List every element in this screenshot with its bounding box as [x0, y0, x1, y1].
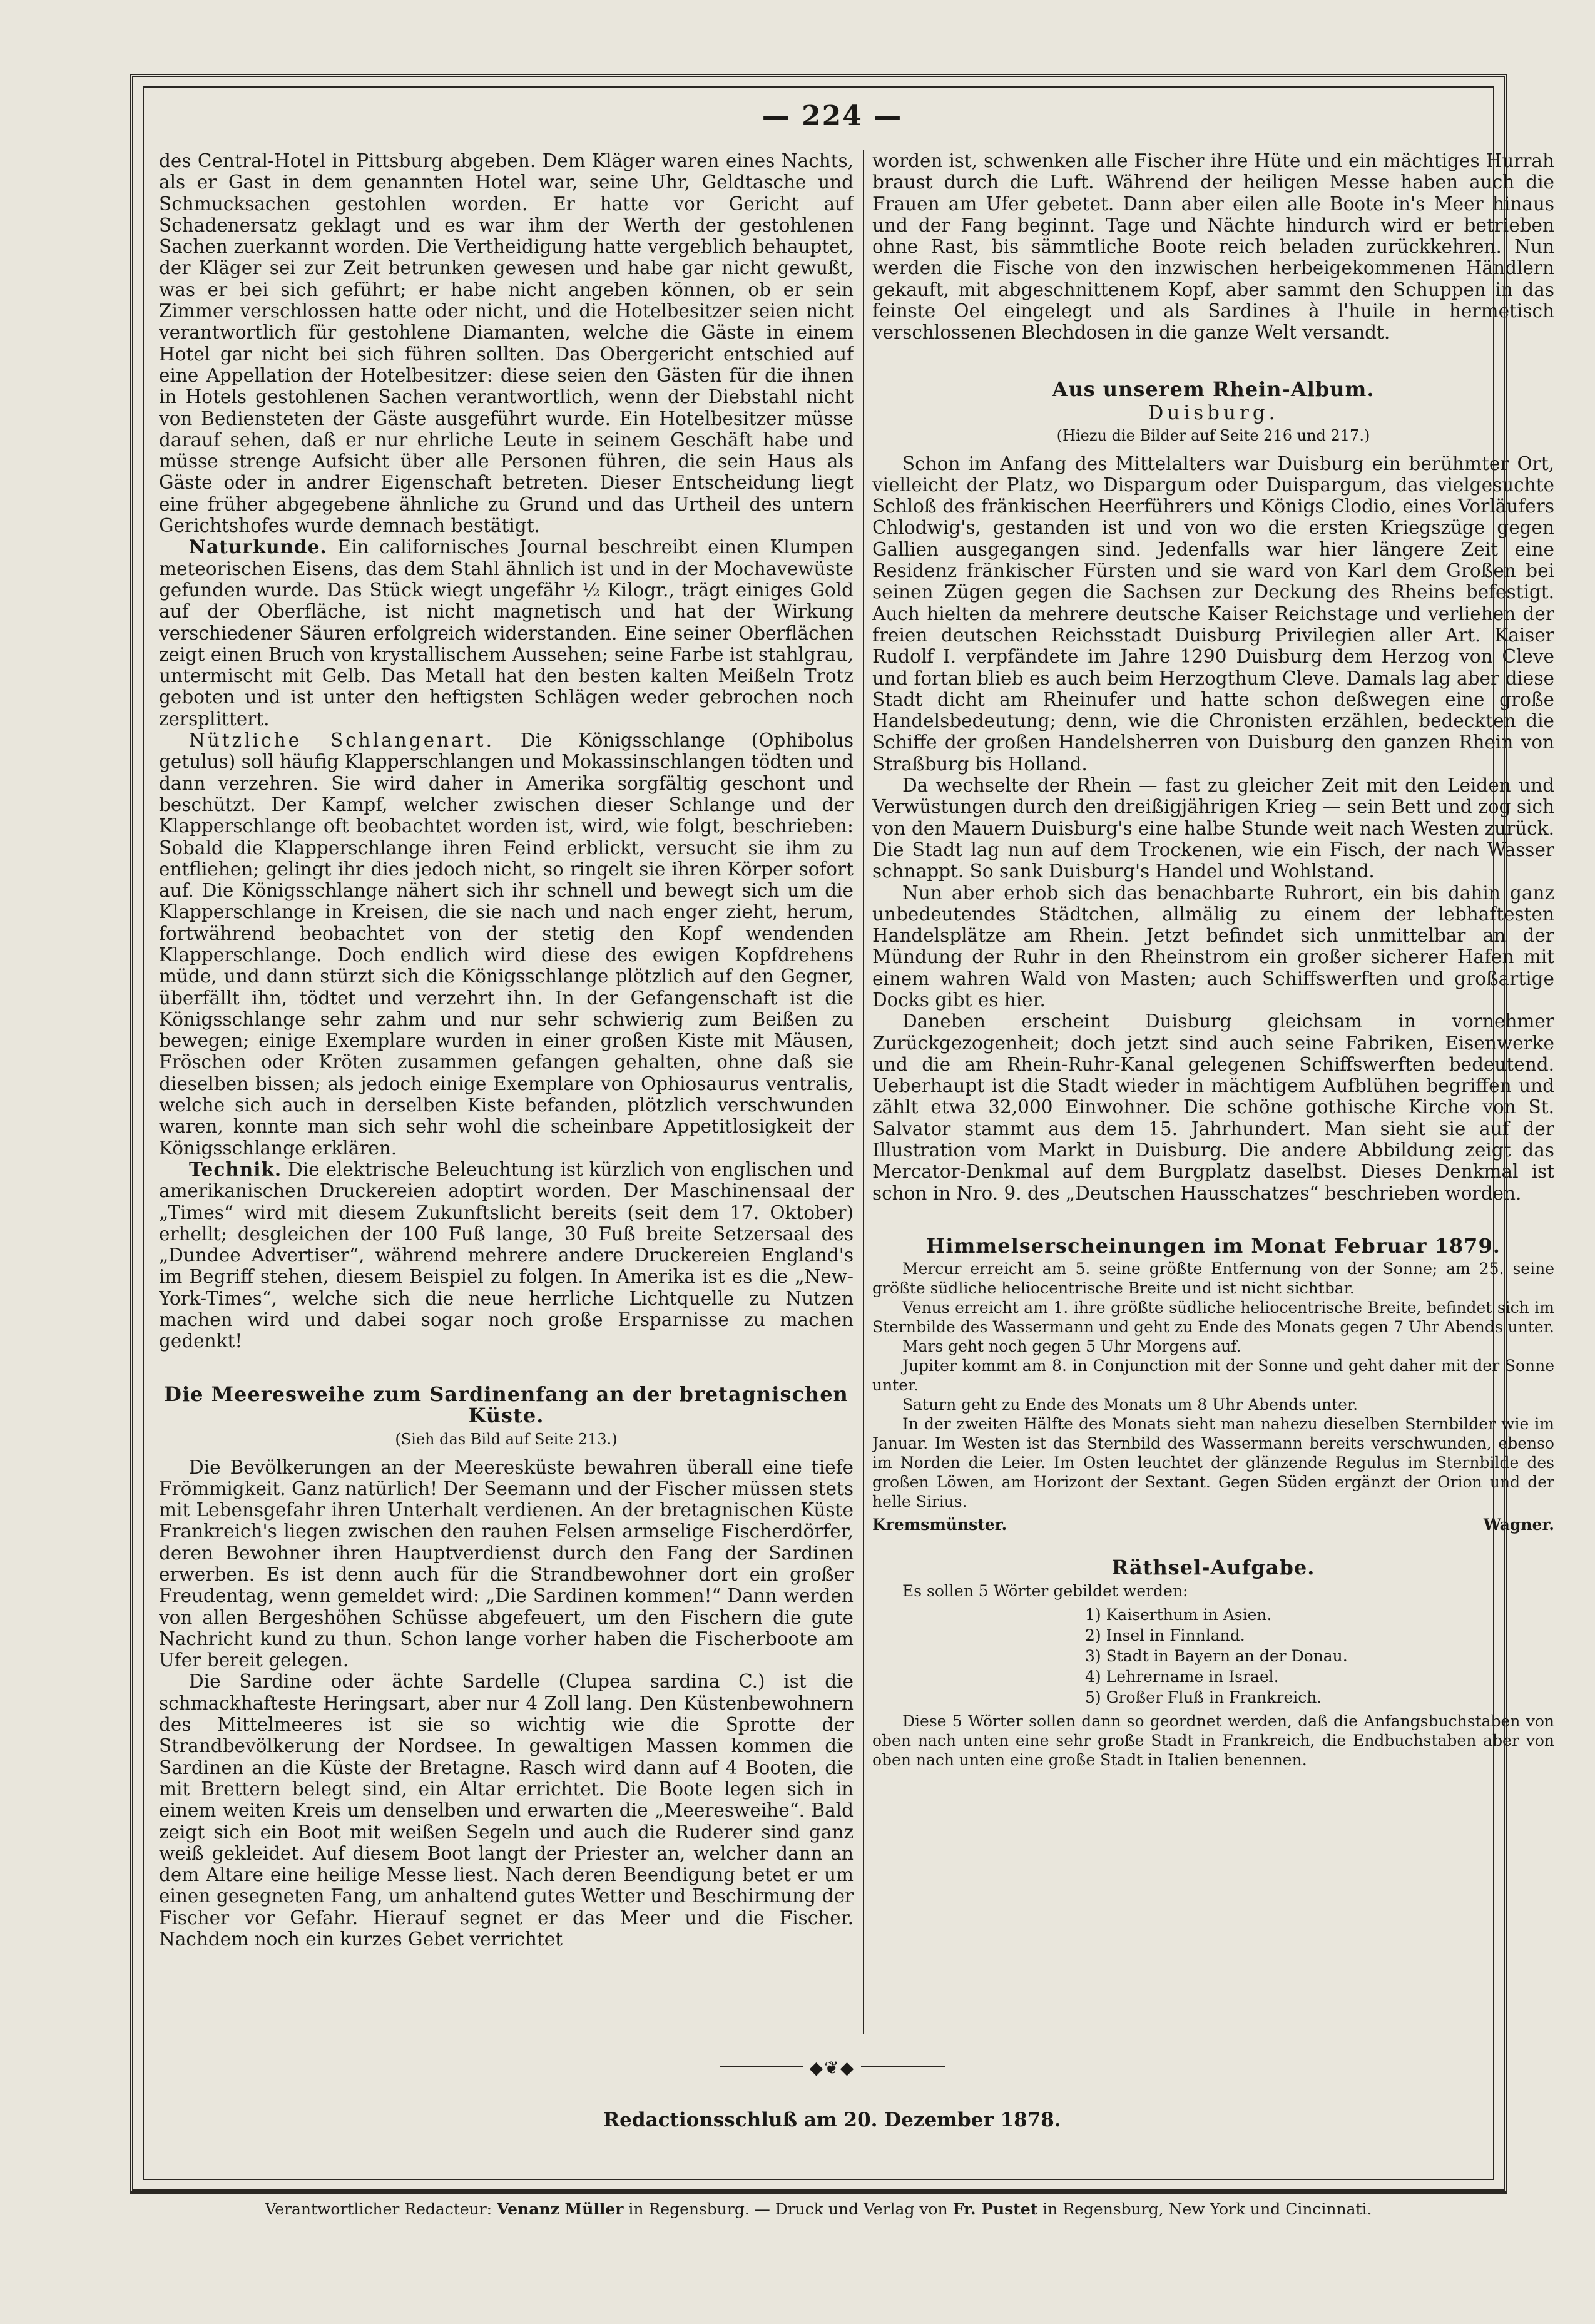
raetsel-title: Räthsel-Aufgabe. — [1111, 1556, 1315, 1580]
signature-place: Kremsmünster. — [872, 1516, 1007, 1534]
himmel-mercur: Mercur erreicht am 5. seine größte Entfernung von der Sonne; am 25. seine größte südliche heliocentrische Breite und ist nicht sichtbar. — [872, 1260, 1554, 1298]
meeresweihe-reference: (Sieh das Bild auf Seite 213.) — [395, 1430, 618, 1449]
list-item: 3) Stadt in Bayern an der Donau. — [1085, 1646, 1348, 1665]
rhein-album-title: Aus unserem Rhein-Album. — [1052, 377, 1375, 401]
schlange-text: Die Königsschlange (Ophibolus getulus) soll häufig Klapperschlangen und Mokassinschlangen tödten und dann verzehren. Sie wird daher in Amerika sorgfältig geschont und beschützt. Der Kampf, welcher zwischen dieser Schlange und der Klapperschlange oft beobachtet worden ist, wird, wie folgt, beschrieben: Sobald die Klapperschlange ihren Feind erblickt, versucht sie ihm zu entfliehen; gelingt ihr dies jedoch nicht, so ringelt sie ihren Körper sofort auf. Die Königsschlange nähert sich ihr schnell und bewegt sich um die Klapperschlange in Kreisen, die sie nach und nach enger zieht, herum, fortwährend beobachtet von der stetig den Kopf wendenden Klapperschlange. Doch endlich wird diese des ewigen Kopfdrehens müde, und dann stürzt sich die Königsschlange plötzlich auf den Gegner, überfällt ihn, tödtet und verzehrt ihn. In der Gefangenschaft ist die Königsschlange sehr zahm und nur sehr schwierig zum Beißen zu bewegen; einige Exemplare wurden in einer großen Kiste mit Mäusen, Fröschen oder Kröten zusammen gefangen gehalten, ohne daß sie dieselben bissen; als jedoch einige Exemplare von Ophiosaurus ventralis, welche sich auch in derselben Kiste befanden, plötzlich verschwunden waren, konnte man sich sehr wohl die scheinbare Appetitlosigkeit der Königsschlange erklären. — [159, 730, 854, 1159]
column-divider — [863, 150, 864, 2034]
footer-mid: in Regensburg. — Druck und Verlag von — [628, 2200, 948, 2218]
ornament-icon: ◆❦◆ — [763, 2057, 901, 2078]
meeresweihe-paragraph-1: Die Bevölkerungen an der Meeresküste bewahren überall eine tiefe Frömmigkeit. Ganz natürlich! Der Seemann und der Fischer müssen stets mit Lebensgefahr ihren Unterhalt verdienen. An der bretagnischen Küste Frankreich's liegen zwischen den rauhen Felsen armselige Fischerdörfer, deren Bewohner ihren Hauptverdienst durch den Fang der Sardinen erwerben. Es ist denn auch für die Strandbewohner dort ein großer Freudentag, wenn gemeldet wird: „Die Sardinen kommen!“ Dann werden von allen Bergeshöhen Schüsse abgefeuert, um den Fischern die gute Nachricht kund zu thun. Schon lange vorher haben die Fischerboote am Ufer bereit gelegen. — [159, 1456, 854, 1671]
technik-heading: Technik. — [189, 1158, 282, 1180]
footer-post: in Regensburg, New York und Cincinnati. — [1042, 2200, 1372, 2218]
left-column — [159, 150, 854, 2034]
meeresweihe-paragraph-2: Die Sardine oder ächte Sardelle (Clupea sardina C.) ist die schmackhafteste Heringsart, aber nur 4 Zoll lang. Den Küstenbewohnern des Mittelmeeres ist sie so wichtig wie die Sprotte der Strandbevölkerung der Nordsee. In gewaltigen Massen kommen die Sardinen an die Küste der Bretagne. Rasch wird dann auf 4 Booten, die mit Brettern belegt sind, ein Altar errichtet. Die Boote legen sich in einem weiten Kreis um denselben und erwarten die „Meeresweihe“. Bald zeigt sich ein Boot mit weißen Segeln und auch die Ruderer sind ganz weiß gekleidet. Auf diesem Boot langt der Priester an, welcher dann an dem Altare eine heilige Messe liest. Nach deren Beendigung betet er um einen gesegneten Fang, um anhaltend gutes Wetter und Beschirmung der Fischer vor Gefahr. Hierauf segnet er das Meer und die Fischer. Nachdem noch ein kurzes Gebet verrichtet — [159, 1671, 854, 1950]
list-item: 2) Insel in Finnland. — [1085, 1626, 1245, 1644]
redactionsschluss: Redactionsschluß am 20. Dezember 1878. — [603, 2109, 1061, 2131]
list-item: 1) Kaiserthum in Asien. — [1085, 1605, 1272, 1624]
himmel-mars: Mars geht noch gegen 5 Uhr Morgens auf. — [902, 1337, 1241, 1356]
rhein-album-subtitle: Duisburg. — [1148, 401, 1279, 424]
duisburg-paragraph-2: Da wechselte der Rhein — fast zu gleicher Zeit mit den Leiden und Verwüstungen durch den dreißigjährigen Krieg — sein Bett und zog sich von den Mauern Duisburg's eine halbe Stunde weit nach Westen zurück. Die Stadt lag nun auf dem Trockenen, wie ein Fisch, der nach Wasser schnappt. So sank Duisburg's Handel und Wohlstand. — [872, 775, 1554, 882]
footer-pre: Verantwortlicher Redacteur: — [265, 2200, 492, 2218]
himmel-rest: In der zweiten Hälfte des Monats sieht man nahezu dieselben Sternbilder wie im Januar. Im Westen ist das Sternbild des Wassermann bereits verschwunden, ebenso im Norden die Leier. Im Osten leuchtet der glänzende Regulus im Sternbilde des großen Löwen, am Horizont der Sextant. Gegen Süden ergänzt der Orion und der helle Sirius. — [872, 1415, 1554, 1511]
imprint-footer — [130, 2200, 1507, 2218]
naturkunde-paragraph — [159, 536, 854, 730]
technik-paragraph — [159, 1159, 854, 1352]
technik-text: Die elektrische Beleuchtung ist kürzlich von englischen und amerikanischen Druckereien adoptirt worden. Der Maschinensaal der „Times“ wird mit diesem Zukunftslicht bereits (seit dem 17. Oktober) erhellt; desgleichen der 100 Fuß lange, 30 Fuß breite Setzersaal des „Dundee Advertiser“, während mehrere andere Druckereien England's im Begriff stehen, diesem Beispiel zu folgen. In Amerika ist es die „New-York-Times“, welche sich die neue herrliche Lichtquelle zu Nutzen machen wird und dabei sogar noch große Ersparnisse zu machen gedenkt! — [159, 1158, 854, 1352]
raetsel-text: Diese 5 Wörter sollen dann so geordnet werden, daß die Anfangsbuchstaben von oben nach unten eine sehr große Stadt in Frankreich, die Endbuchstaben aber von oben nach unten eine große Stadt in Italien benennen. — [872, 1711, 1554, 1769]
raetsel-list — [872, 1604, 1554, 1708]
footer-rule — [130, 2193, 1507, 2194]
meeresweihe-continuation: worden ist, schwenken alle Fischer ihre Hüte und ein mächtiges Hurrah braust durch die Luft. Während der heiligen Messe haben auch die Frauen am Ufer gebetet. Dann aber eilen alle Boote in's Meer hinaus und der Fang beginnt. Tage und Nächte hindurch wird er betrieben ohne Rast, bis sämmtliche Boote reich beladen zurückkehren. Nun werden die Fische von den inzwischen herbeigekommenen Händlern gekauft, mit abgeschnittenem Kopf, aber sammt den Schuppen in das feinste Oel eingelegt und als Sardines à l'huile in hermetisch verschlossenen Blechdosen in die ganze Welt versandt. — [872, 150, 1554, 344]
meeresweihe-title: Die Meeresweihe zum Sardinenfang an der bretagnischen Küste. — [164, 1382, 848, 1427]
right-column — [872, 150, 1554, 2034]
himmel-jupiter: Jupiter kommt am 8. in Conjunction mit der Sonne und geht daher mit der Sonne unter. — [872, 1357, 1554, 1395]
hotel-article-continuation: des Central-Hotel in Pittsburg abgeben. Dem Kläger waren eines Nachts, als er Gast in dem genannten Hotel war, seine Uhr, Geldtasche und Schmucksachen gestohlen worden. Er hatte vor Gericht auf Schadenersatz geklagt und es war ihm der Werth der gestohlenen Sachen zuerkannt worden. Die Vertheidigung hatte vergeblich behauptet, der Kläger sei zur Zeit betrunken gewesen und habe gar nicht gewußt, was er bei sich geführt; er habe nicht angeben können, ob er sein Zimmer verschlossen hatte oder nicht, und die Hotelbesitzer seien nicht verantwortlich für gestohlene Diamanten, welche die Gäste in einem Hotel gar nicht bei sich führen sollten. Das Obergericht entschied auf eine Appellation der Hotelbesitzer: diese seien den Gästen für die ihnen in Hotels gestohlenen Sachen verantwortlich, wenn der Diebstahl nicht von Bediensteten der Gäste ausgeführt wurde. Ein Hotelbesitzer müsse darauf sehen, daß er nur ehrliche Leute in seinem Geschäft habe und müsse strenge Aufsicht über alle Personen führen, die sein Haus als Gäste oder in andrer Eigenschaft betreten. Dieser Entscheidung liegt eine früher abgegebene ähnliche zu Grund und das Urtheil des untern Gerichtshofes wurde demnach bestätigt. — [159, 150, 854, 537]
footer-editor: Venanz Müller — [497, 2200, 624, 2218]
duisburg-paragraph-4: Daneben erscheint Duisburg gleichsam in vornehmer Zurückgezogenheit; doch jetzt sind auch seine Fabriken, Eisenwerke und die am Rhein-Ruhr-Kanal gelegenen Schiffswerften bedeutend. Ueberhaupt ist die Stadt wieder in mächtigem Aufblühen begriffen und zählt etwa 32,000 Einwohner. Die schöne gothische Kirche von St. Salvator stammt aus dem 15. Jahrhundert. Man sieht sie auf der Illustration vom Markt in Duisburg. Die andere Abbildung zeigt das Mercator-Denkmal auf dem Burgplatz daselbst. Dieses Denkmal ist schon in Nro. 9. des „Deutschen Hausschatzes“ beschrieben worden. — [872, 1011, 1554, 1204]
footer-publisher: Fr. Pustet — [952, 2200, 1038, 2218]
naturkunde-text: Ein californisches Journal beschreibt einen Klumpen meteorischen Eisens, das dem Stahl ähnlich ist und in der Mochavewüste gefunden wurde. Das Stück wiegt ungefähr ½ Kilogr., trägt einiges Gold auf der Oberfläche, ist nicht magnetisch und hat der Wirkung verschiedener Säuren erfolgreich widerstanden. Eine seiner Oberflächen zeigt einen Bruch von krystallischem Aussehen; seine Farbe ist stahlgrau, untermischt mit Gelb. Das Metall hat den besten kalten Meißeln Trotz geboten und ist unter den heftigsten Schlägen weder gebrochen noch zersplittert. — [159, 536, 854, 730]
duisburg-paragraph-3: Nun aber erhob sich das benachbarte Ruhrort, ein bis dahin ganz unbedeutendes Städtchen, allmälig zu einem der lebhaftesten Handelsplätze am Rhein. Jetzt befindet sich unmittelbar an der Mündung der Ruhr in den Rheinstrom ein großer sicherer Hafen mit einem wahren Wald von Masten; auch Schiffswerften und großartige Docks gibt es hier. — [872, 882, 1554, 1011]
list-item: 4) Lehrername in Israel. — [1085, 1667, 1279, 1686]
naturkunde-heading: Naturkunde. — [189, 536, 327, 558]
rhein-album-reference: (Hiezu die Bilder auf Seite 216 und 217.) — [1056, 427, 1370, 445]
schlange-heading: Nützliche Schlangenart. — [189, 730, 494, 752]
himmel-signature — [872, 1515, 1554, 1534]
himmel-section — [872, 1259, 1554, 1534]
schlange-paragraph — [159, 730, 854, 1159]
signature-author: Wagner. — [1483, 1516, 1554, 1534]
page-number: — 224 — — [762, 100, 903, 132]
list-item: 5) Großer Fluß in Frankreich. — [1085, 1688, 1322, 1706]
raetsel-section — [872, 1581, 1554, 1770]
raetsel-intro: Es sollen 5 Wörter gebildet werden: — [902, 1581, 1188, 1600]
duisburg-paragraph-1: Schon im Anfang des Mittelalters war Duisburg ein berühmter Ort, vielleicht der Platz, wo Dispargum oder Duispargum, das vielgesuchte Schloß des fränkischen Heerführers und Königs Clodio, eines Vorläufers Chlodwig's, gestanden ist und von wo die ersten Kriegszüge gegen Gallien ausgegangen sind. Jedenfalls war hier längere Zeit eine Residenz fränkischer Fürsten und sie ward von Karl dem Großen bei seinen Zügen gegen die Sachsen zur Deckung des Rheins befestigt. Auch hielten da mehrere deutsche Kaiser Reichstage und verliehen der freien deutschen Reichsstadt Duisburg Privilegien aller Art. Kaiser Rudolf I. verpfändete im Jahre 1290 Duisburg dem Herzog von Cleve und fortan blieb es auch beim Herzogthum Cleve. Damals lag aber diese Stadt dicht am Rheinufer und hatte schon deßwegen eine große Handelsbedeutung; denn, wie die Chronisten erzählen, bedeckten die Schiffe der großen Handelsherren von Duisburg den ganzen Rhein von Straßburg bis Holland. — [872, 452, 1554, 775]
himmel-venus: Venus erreicht am 1. ihre größte südliche heliocentrische Breite, befindet sich im Sternbilde des Wassermann und geht zu Ende des Monats gegen 7 Uhr Abends unter. — [872, 1298, 1554, 1337]
himmel-saturn: Saturn geht zu Ende des Monats um 8 Uhr Abends unter. — [902, 1395, 1358, 1414]
himmel-title: Himmelserscheinungen im Monat Februar 1879. — [926, 1233, 1501, 1258]
